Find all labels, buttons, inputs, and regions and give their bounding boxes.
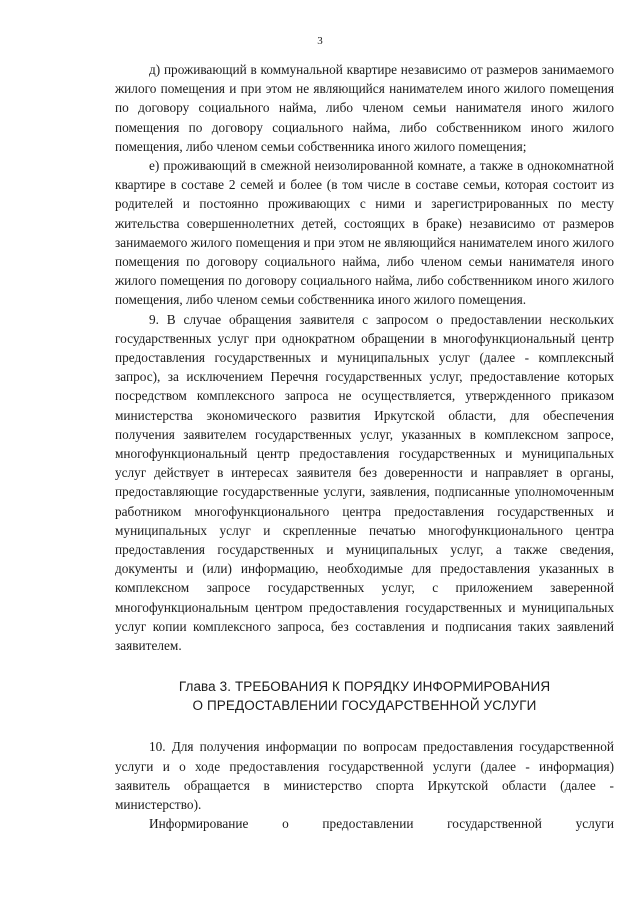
paragraph-e: е) проживающий в смежной неизолированной комнате, а также в однокомнатной квартире в составе 2 семей и более (в том числе в составе семьи, которая состоит из родителей и постоянно проживающих с ними и зарегистрированных по месту жительства совершеннолетних детей, состоящих в браке) независимо от размеров занимаемого жилого помещения и при этом не являющийся нанимателем иного жилого помещения по договору социального найма, либо членом семьи нанимателя иного жилого помещения по договору социального найма, либо собственником иного жилого помещения, либо членом семьи собственника иного жилого помещения. [115,158,614,308]
paragraph-9: 9. В случае обращения заявителя с запросом о предоставлении нескольких государственных услуг при однократном обращении в многофункциональный центр предоставления государственных и муниципальных услуг (далее - комплексный запрос), за исключением Перечня государственных услуг, предоставление которых посредством комплексного запроса не осуществляется, утвержденного приказом министерства экономического развития Иркутской области, для обеспечения получения заявителем государственных услуг, указанных в комплексном запросе, многофункциональный центр предоставления государственных и муниципальных услуг действует в интересах заявителя без доверенности и направляет в органы, предоставляющие государственные услуги, заявления, подписанные уполномоченным работником многофункционального центра предоставления государственных и муниципальных услуг и скрепленные печатью многофункционального центра предоставления государственных и муниципальных услуг, а также сведения, документы и (или) информацию, необходимые для предоставления указанных в комплексном запросе государственных услуг, с приложением заверенной многофункциональным центром предоставления государственных и муниципальных услуг копии комплексного запроса, без составления и подписания таких заявлений заявителем. [115,311,614,654]
chapter-title-line-1: Глава 3. ТРЕБОВАНИЯ К ПОРЯДКУ ИНФОРМИРОВАНИЯ [178,679,551,695]
paragraph-d: д) проживающий в коммунальной квартире независимо от размеров занимаемого жилого помещения и при этом не являющийся нанимателем иного жилого помещения по договору социального найма, либо членом семьи нанимателя иного жилого помещения по договору социального найма, либо собственником иного жилого помещения, либо членом семьи собственника иного жилого помещения; [115,62,614,154]
document-body [115,60,614,833]
chapter-heading [115,677,614,715]
paragraph-10: 10. Для получения информации по вопросам предоставления государственной услуги и о ходе предоставления государственной услуги (далее - информация) заявитель обращается в министерство спорта Иркутской области (далее - министерство). [115,739,614,812]
paragraph-informing: Информирование о предоставлении государственной услуги [149,816,614,832]
page-number: 3 [317,35,323,47]
chapter-title-line-2: О ПРЕДОСТАВЛЕНИИ ГОСУДАРСТВЕННОЙ УСЛУГИ [192,698,537,714]
